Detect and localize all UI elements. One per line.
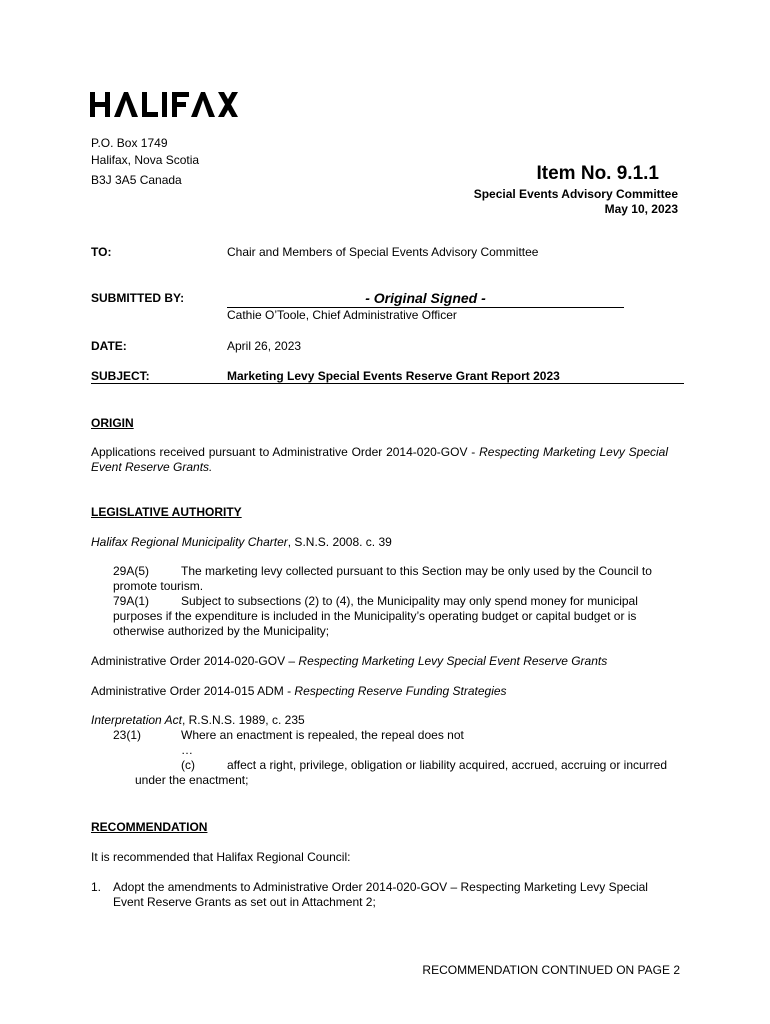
meeting-date: May 10, 2023	[604, 202, 678, 216]
halifax-logo-mark	[90, 88, 240, 120]
recommendation-item-number: 1.	[91, 880, 102, 894]
ao-2014-015-citation	[91, 684, 507, 699]
s23-number: 23(1)	[113, 728, 142, 742]
s79-text-3: otherwise authorized by the Municipality;	[113, 624, 330, 638]
ellipsis: …	[181, 743, 193, 757]
date-label: DATE:	[91, 339, 127, 353]
continued-note: RECOMMENDATION CONTINUED ON PAGE 2	[422, 963, 680, 977]
interp-title: Interpretation Act	[91, 713, 182, 727]
ao1-plain: Administrative Order 2014-020-GOV –	[91, 654, 299, 668]
recommendation-heading: RECOMMENDATION	[91, 820, 208, 834]
date-value: April 26, 2023	[227, 339, 302, 353]
halifax-logo	[90, 88, 240, 127]
origin-text	[91, 445, 668, 475]
ao2-italic: Respecting Reserve Funding Strategies	[294, 684, 507, 698]
to-label: TO:	[91, 245, 112, 259]
s29-text-2: promote tourism.	[113, 579, 204, 593]
s79-text-1: Subject to subsections (2) to (4), the Municipality may only spend money for municipal	[181, 594, 638, 608]
interp-ref: , R.S.N.S. 1989, c. 235	[181, 713, 305, 727]
s29-number: 29A(5)	[113, 564, 150, 578]
ao2-plain: Administrative Order 2014-015 ADM -	[91, 684, 295, 698]
to-value: Chair and Members of Special Events Advisory Committee	[227, 245, 539, 259]
submitted-by-value: Cathie O’Toole, Chief Administrative Officer	[227, 308, 457, 322]
address-line-2: Halifax, Nova Scotia	[91, 153, 200, 167]
s79-number: 79A(1)	[113, 594, 150, 608]
ao1-italic: Respecting Marketing Levy Special Event Reserve Grants	[298, 654, 608, 668]
origin-text-italic: Respecting Marketing Levy Special Event Reserve Grants.	[91, 445, 669, 474]
charter-title: Halifax Regional Municipality Charter	[91, 535, 288, 549]
subject-value: Marketing Levy Special Events Reserve Grant Report 2023	[227, 369, 560, 383]
s29-text-1: The marketing levy collected pursuant to this Section may be only used by the Council to	[181, 564, 652, 578]
subject-divider	[91, 383, 684, 384]
committee-name: Special Events Advisory Committee	[473, 187, 678, 201]
item-number: Item No. 9.1.1	[536, 163, 659, 184]
original-signed: - Original Signed -	[227, 290, 624, 308]
address-line-1: P.O. Box 1749	[91, 136, 168, 150]
clause-c-text: affect a right, privilege, obligation or liability acquired, accrued, accruing or incurred	[227, 758, 668, 772]
address-line-3: B3J 3A5 Canada	[91, 173, 182, 187]
origin-heading: ORIGIN	[91, 416, 134, 430]
recommendation-intro: It is recommended that Halifax Regional Council:	[91, 850, 351, 864]
clause-c-number: (c)	[181, 758, 195, 772]
charter-citation	[91, 535, 392, 550]
ao-2014-020-citation	[91, 654, 607, 669]
interpretation-act-citation	[91, 713, 305, 728]
s79-text-2: purposes if the expenditure is included in the Municipality’s operating budget or capital budget or is	[113, 609, 637, 623]
subject-label: SUBJECT:	[91, 369, 150, 383]
charter-ref: , S.N.S. 2008. c. 39	[287, 535, 392, 549]
s23-text: Where an enactment is repealed, the repeal does not	[181, 728, 464, 742]
recommendation-item-text-1: Adopt the amendments to Administrative Order 2014-020-GOV – Respecting Marketing Levy Special	[113, 880, 648, 894]
legislative-heading: LEGISLATIVE AUTHORITY	[91, 505, 242, 519]
origin-text-plain: Applications received pursuant to Administrative Order 2014-020-GOV -	[91, 445, 480, 459]
submitted-by-label: SUBMITTED BY:	[91, 291, 185, 305]
clause-c-text-2: under the enactment;	[135, 773, 249, 787]
recommendation-item-text-2: Event Reserve Grants as set out in Attachment 2;	[113, 895, 376, 909]
